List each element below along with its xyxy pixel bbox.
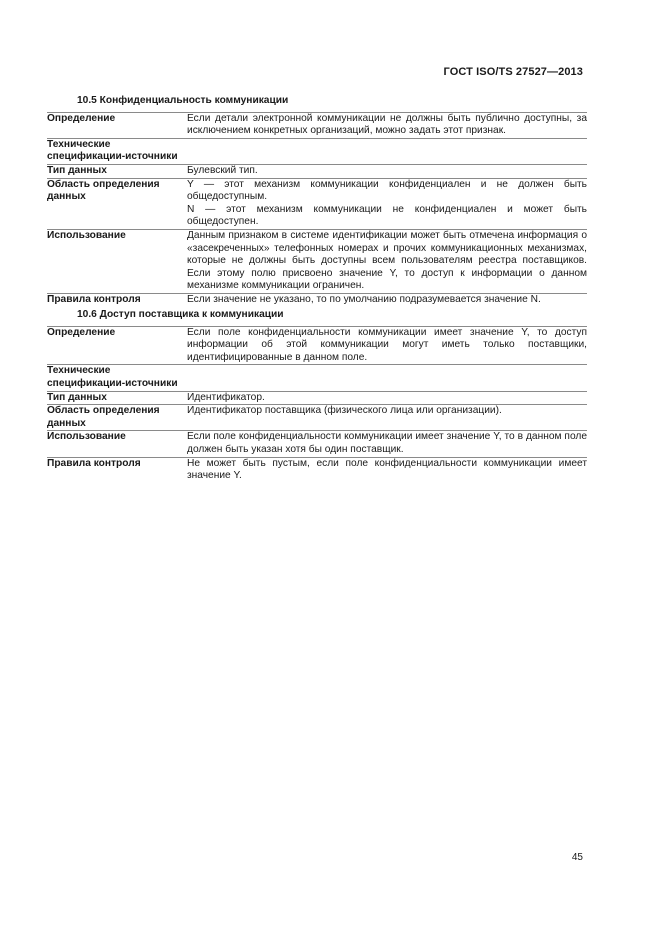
field-label: Правила контроля <box>47 293 141 305</box>
field-label: Определение <box>47 326 116 338</box>
field-value <box>187 327 587 365</box>
field-value <box>187 294 587 307</box>
field-value-paragraph: Не может быть пустым, если поле конфиденциальности коммуникации имеет значение Y. <box>187 457 587 482</box>
section-title: 10.6 Доступ поставщика к коммуникации <box>77 309 284 320</box>
field-value <box>187 392 587 405</box>
field-value-paragraph: Идентификатор. <box>187 391 265 403</box>
field-value-paragraph: Данным признаком в системе идентификации может быть отмечена информация о «засекреченных» телефонных номерах и прочих коммуникационных механизмах, которые не должны быть доступны всем пользователям реестра поставщиков. Если этому полю присвоено значение Y, то доступ к информации о данном механизме коммуникации ограничен. <box>187 229 587 292</box>
field-value <box>187 165 587 178</box>
field-value-paragraph: Если значение не указано, то по умолчанию подразумевается значение N. <box>187 293 541 305</box>
field-label: Использование <box>47 229 126 241</box>
table-row <box>47 391 587 405</box>
section-supplier-access <box>47 309 587 483</box>
field-label: Технические спецификации-источники <box>47 365 178 389</box>
field-label: Использование <box>47 431 126 443</box>
table-row <box>47 404 587 430</box>
table-row <box>47 178 587 229</box>
field-label: Определение <box>47 112 116 124</box>
field-label: Область определения данных <box>47 405 160 429</box>
field-value-paragraph: Y — этот механизм коммуникации конфиденциален и не должен быть общедоступным. <box>187 178 587 203</box>
field-value <box>187 113 587 138</box>
field-label: Область определения данных <box>47 178 160 203</box>
page-number: 45 <box>571 852 583 863</box>
field-value-paragraph: Если детали электронной коммуникации не должны быть публично доступны, за исключением конкретных организаций, можно задать этот признак. <box>187 112 587 137</box>
field-value <box>187 179 587 229</box>
table-row <box>47 164 587 178</box>
table-row <box>47 326 587 365</box>
field-label: Технические спецификации-источники <box>47 138 178 163</box>
field-value-paragraph: Булевский тип. <box>187 164 258 176</box>
table-row <box>47 430 587 456</box>
definition-table <box>47 112 587 307</box>
table-row <box>47 457 587 483</box>
field-value-paragraph: N — этот механизм коммуникации не конфиденциален и может быть общедоступен. <box>187 203 587 228</box>
field-value <box>187 230 587 293</box>
field-value <box>187 405 587 418</box>
section-communication-confidentiality <box>47 95 587 307</box>
field-value-paragraph: Если поле конфиденциальности коммуникации имеет значение Y, то в данном поле должен быть указан хотя бы один поставщик. <box>187 431 587 455</box>
field-value <box>187 458 587 483</box>
table-row <box>47 138 587 164</box>
section-title: 10.5 Конфиденциальность коммуникации <box>77 95 289 106</box>
definition-table <box>47 326 587 483</box>
field-value-paragraph: Идентификатор поставщика (физического лица или организации). <box>187 405 502 417</box>
field-label: Тип данных <box>47 391 107 403</box>
table-row <box>47 229 587 293</box>
field-value <box>187 431 587 456</box>
table-row <box>47 112 587 138</box>
document-code: ГОСТ ISO/TS 27527—2013 <box>443 66 583 78</box>
field-label: Правила контроля <box>47 457 141 469</box>
table-row <box>47 364 587 390</box>
table-row <box>47 293 587 307</box>
field-value-paragraph: Если поле конфиденциальности коммуникации имеет значение Y, то доступ информации об этой коммуникации могут иметь только поставщики, идентифицированные в данном поле. <box>187 326 587 363</box>
field-label: Тип данных <box>47 164 107 176</box>
